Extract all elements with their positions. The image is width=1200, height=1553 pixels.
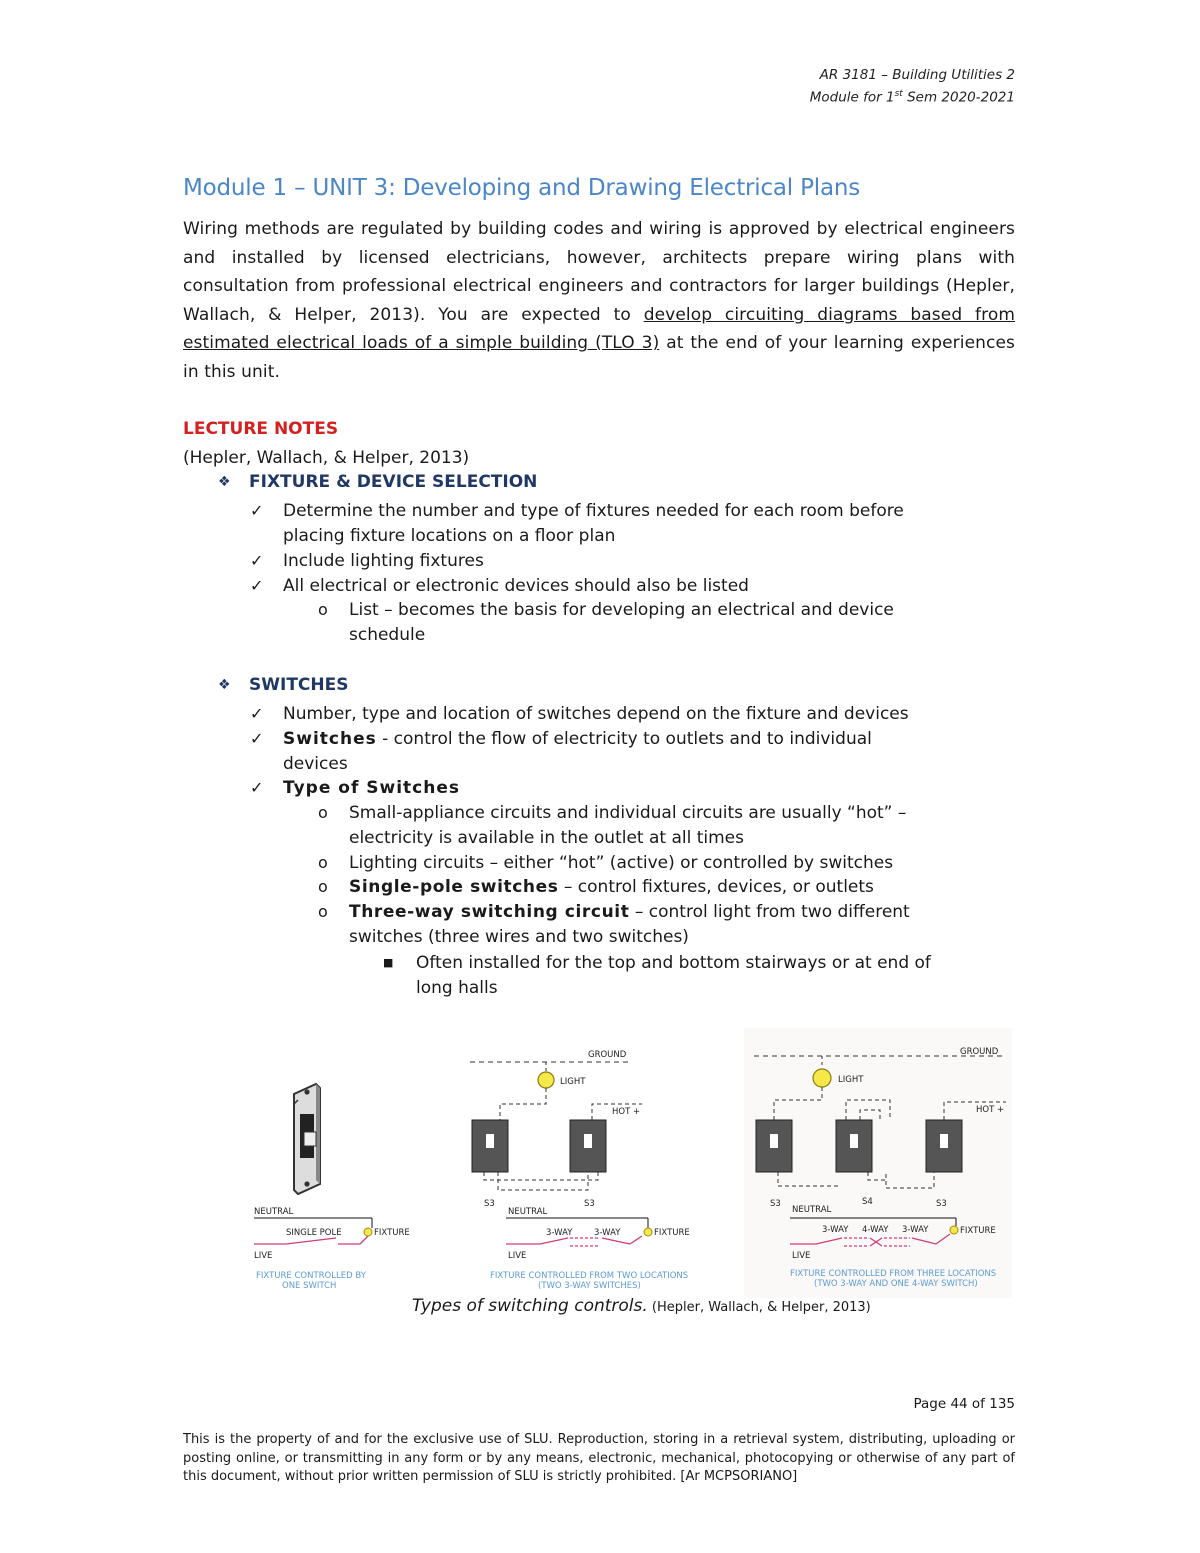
panel2-caption-l2: (TWO 3-WAY SWITCHES) (538, 1281, 641, 1291)
fixture-label: FIXTURE (374, 1228, 410, 1238)
diamond-bullet-icon: ❖ (218, 677, 231, 693)
circle-bullet-icon: o (318, 803, 328, 822)
neutral-label: NEUTRAL (508, 1207, 548, 1217)
list-item-continued: devices (283, 754, 348, 774)
three-way-panel (470, 1050, 690, 1291)
three-way-label: 3-WAY (594, 1228, 621, 1238)
ground-label: GROUND (960, 1047, 999, 1057)
panel1-caption-l2: ONE SWITCH (282, 1281, 337, 1291)
three-way-label: 3-WAY (822, 1225, 849, 1235)
lecture-source: (Hepler, Wallach, & Helper, 2013) (183, 448, 470, 468)
sub-list-item-continued: schedule (349, 625, 426, 645)
document-header (810, 66, 1015, 108)
circle-bullet-icon: o (318, 902, 328, 921)
s-label: S4 (862, 1197, 873, 1207)
hot-label: HOT + (612, 1107, 641, 1117)
course-code: AR 3181 – Building Utilities 2 (819, 67, 1015, 83)
three-way-label: 3-WAY (546, 1228, 573, 1238)
sub-list-item: List – becomes the basis for developing an electrical and device (349, 600, 894, 620)
sub-sub-list-item: Often installed for the top and bottom stairways or at end of (416, 953, 931, 973)
learning-outcome: develop circuiting diagrams based from estimated electrical loads of a simple building (TLO 3) (183, 304, 1015, 354)
circle-bullet-icon: o (318, 600, 328, 619)
s-label: S3 (584, 1199, 595, 1209)
panel1-caption: FIXTURE CONTROLLED BY (256, 1271, 366, 1281)
copyright-footer: This is the property of and for the exclusive use of SLU. Reproduction, storing in a retrieval system, distributing, uploading or posting online, or transmitting in any form or by any means, electronic, mechanical, photocopying or otherwise of any part of this document, without prior written permission of SLU is strictly prohibited. [Ar MCPSORIANO] (183, 1432, 1015, 1484)
wall-switch-illustration (294, 1084, 320, 1194)
check-icon: ✓ (250, 551, 264, 570)
single-pole-label: SINGLE POLE (286, 1228, 342, 1238)
sub-list-item: Three-way switching circuit – control light from two different (349, 902, 910, 922)
live-label: LIVE (792, 1251, 811, 1261)
live-label: LIVE (508, 1251, 527, 1261)
sub-list-item-continued: switches (three wires and two switches) (349, 927, 689, 947)
single-pole-panel (254, 1084, 410, 1291)
light-label: LIGHT (560, 1077, 586, 1087)
sub-list-item: Single-pole switches – control fixtures, devices, or outlets (349, 877, 874, 897)
neutral-label: NEUTRAL (792, 1205, 832, 1215)
panel2-caption: FIXTURE CONTROLLED FROM TWO LOCATIONS (490, 1271, 689, 1281)
panel3-caption-l2: (TWO 3-WAY AND ONE 4-WAY SWITCH) (814, 1279, 978, 1289)
sub-list-item: Lighting circuits – either “hot” (active) or controlled by switches (349, 853, 894, 873)
lecture-notes-heading: LECTURE NOTES (183, 419, 339, 439)
section-switches: SWITCHES (249, 675, 349, 695)
sub-list-item-continued: electricity is available in the outlet at all times (349, 828, 745, 848)
sub-list-item: Small-appliance circuits and individual circuits are usually “hot” – (349, 803, 907, 823)
hot-label: HOT + (976, 1105, 1005, 1115)
light-fixture-icon (538, 1072, 554, 1088)
check-icon: ✓ (250, 576, 264, 595)
list-item: Switches - control the flow of electricity to outlets and to individual (283, 729, 872, 749)
circle-bullet-icon: o (318, 853, 328, 872)
list-item: All electrical or electronic devices should also be listed (283, 576, 749, 596)
figure-caption: Types of switching controls. (Hepler, Wallach, & Helper, 2013) (412, 1296, 871, 1316)
module-term: Module for 1st Sem 2020-2021 (809, 89, 1015, 106)
switching-controls-figure (250, 1028, 1012, 1298)
light-fixture-icon (813, 1069, 831, 1087)
fixture-label: FIXTURE (960, 1226, 996, 1236)
s-label: S3 (770, 1199, 781, 1209)
page-number: Page 44 of 135 (913, 1396, 1015, 1412)
list-item: Number, type and location of switches depend on the fixture and devices (283, 704, 909, 724)
intro-paragraph: Wiring methods are regulated by building codes and wiring is approved by electrical engineers and installed by licensed electricians, however, architects prepare wiring plans with consultation from professional electrical engineers and contractors for larger buildings (Hepler, Wallach, & Helper, 2013). You are expected to develop circuiting diagrams based from estimated electrical loads of a simple building (TLO 3) at the end of your learning experiences in this unit. (183, 219, 1015, 382)
sub-sub-list-item-continued: long halls (416, 978, 498, 998)
check-icon: ✓ (250, 729, 264, 748)
square-bullet-icon: ■ (383, 956, 394, 969)
live-label: LIVE (254, 1251, 273, 1261)
list-item: Type of Switches (283, 778, 461, 798)
list-item: Include lighting fixtures (283, 551, 484, 571)
check-icon: ✓ (250, 778, 264, 797)
three-way-label: 3-WAY (902, 1225, 929, 1235)
four-way-label: 4-WAY (862, 1225, 889, 1235)
section-fixture-device-selection: FIXTURE & DEVICE SELECTION (249, 472, 538, 492)
list-item: Determine the number and type of fixtures needed for each room before (283, 501, 904, 521)
fixture-label: FIXTURE (654, 1228, 690, 1238)
page-title: Module 1 – UNIT 3: Developing and Drawing Electrical Plans (183, 175, 861, 201)
s-label: S3 (484, 1199, 495, 1209)
neutral-label: NEUTRAL (254, 1207, 294, 1217)
diamond-bullet-icon: ❖ (218, 474, 231, 490)
ground-label: GROUND (588, 1050, 627, 1060)
check-icon: ✓ (250, 704, 264, 723)
four-way-panel (744, 1028, 1012, 1298)
check-icon: ✓ (250, 501, 264, 520)
list-item-continued: placing fixture locations on a floor plan (283, 526, 616, 546)
light-label: LIGHT (838, 1075, 864, 1085)
circle-bullet-icon: o (318, 877, 328, 896)
s-label: S3 (936, 1199, 947, 1209)
panel3-caption: FIXTURE CONTROLLED FROM THREE LOCATIONS (790, 1269, 997, 1279)
